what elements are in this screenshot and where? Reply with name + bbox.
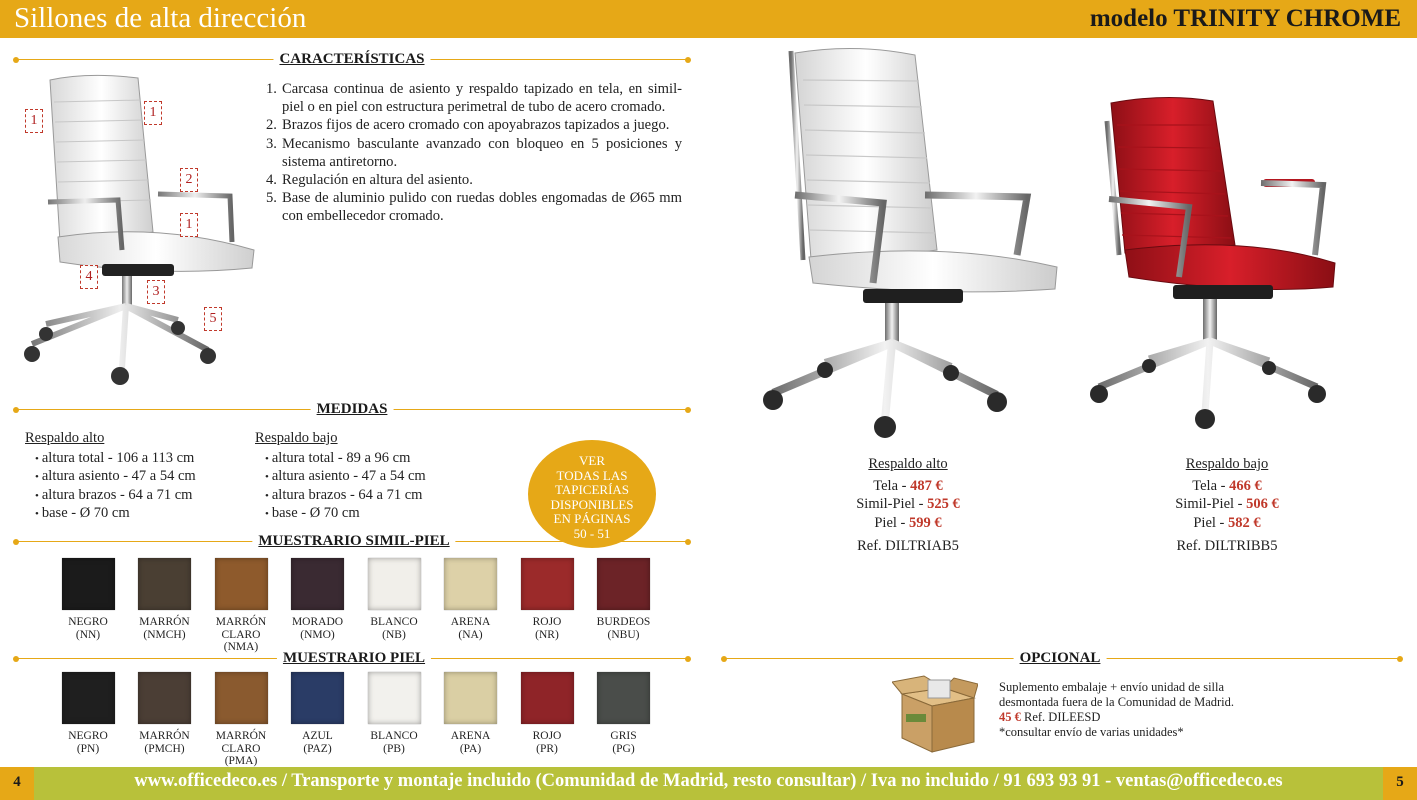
swatch-chip [368,672,421,724]
swatch[interactable] [127,672,203,755]
swatch-chip [215,558,268,610]
diagram-badge: 3 [147,280,165,304]
footer-bar [0,767,1417,800]
swatch-label: ROJO (NR) [532,616,562,641]
swatch[interactable] [356,672,432,755]
measure-item: • base - Ø 70 cm [255,505,426,524]
price-row: Piel - 582 € [1193,514,1261,531]
price-row: Tela - 466 € [1192,477,1262,494]
swatch-chip [138,558,191,610]
see-upholstery-badge[interactable]: VER TODAS LAS TAPICERÍAS DISPONIBLES EN PÁGINAS 50 - 51 [528,440,656,548]
leather-swatches-rule [16,648,688,668]
swatch[interactable] [50,672,126,755]
swatch[interactable] [50,558,126,641]
swatch-label: MORADO (NMO) [291,616,344,641]
swatch[interactable] [433,558,509,641]
product-ref: Ref. DILTRIAB5 [857,538,959,554]
simil-swatch-row [50,558,670,658]
swatch[interactable] [280,672,356,755]
price-heading: Respaldo alto [868,456,948,472]
swatch[interactable] [203,558,279,654]
diagram-badge: 1 [144,101,162,125]
swatch[interactable] [586,672,662,755]
characteristic-item: 2. Brazos fijos de acero cromado con apoyabrazos tapizados a juego. [266,117,670,134]
swatch-label: ARENA (NA) [450,616,491,641]
swatch[interactable] [586,558,662,641]
header-bar [0,0,1417,38]
characteristics-list [266,80,682,226]
page-number-left: 4 [0,767,34,800]
swatch-chip [444,672,497,724]
measures-title: Respaldo alto [25,430,105,446]
swatch-label: MARRÓN CLARO (PMA) [215,730,267,767]
swatch-chip [368,558,421,610]
price-row: Piel - 599 € [874,514,942,531]
characteristic-item: 1. Carcasa continua de asiento y respaldo tapizado en tela, en simil-piel o en piel con estructura perimetral de tubo de acero cromado. [266,81,682,116]
product-ref: Ref. DILTRIBB5 [1176,538,1278,554]
swatch-chip [444,558,497,610]
diagram-badge: 4 [80,265,98,289]
shipping-box-image [892,672,978,754]
measure-item: • altura asiento - 47 a 54 cm [255,468,426,487]
price-heading: Respaldo bajo [1185,456,1269,472]
price-block-high-back [818,455,998,556]
swatch[interactable] [509,672,585,755]
measure-item: • altura brazos - 64 a 71 cm [25,487,196,506]
measure-item: • altura total - 89 a 96 cm [255,450,426,469]
footer-contact-text[interactable]: www.officedeco.es / Transporte y montaje incluido (Comunidad de Madrid, resto consultar) / Iva no incluido / 91 693 93 91 - ventas@officedeco.es [134,771,1283,791]
swatch-chip [215,672,268,724]
swatch-chip [291,558,344,610]
swatch-label: ARENA (PA) [450,730,491,755]
swatch-label: MARRÓN (PMCH) [139,730,190,755]
swatch[interactable] [203,672,279,768]
swatch-label: GRIS (PG) [610,730,637,755]
swatch-chip [138,672,191,724]
swatch[interactable] [356,558,432,641]
chair-low-back-image [1085,95,1345,435]
diagram-badge: 2 [180,168,198,192]
swatch-label: BLANCO (NB) [370,616,418,641]
swatch-chip [291,672,344,724]
optional-text: Suplemento embalaje + envío unidad de silla desmontada fuera de la Comunidad de Madrid. 45 € Ref. DILEESD *consultar envío de varias unidades* [999,680,1234,739]
characteristic-item: 4. Regulación en altura del asiento. [266,172,473,189]
measure-item: • altura asiento - 47 a 54 cm [25,468,196,487]
swatch-label: ROJO (PR) [532,730,562,755]
simil-swatches-heading: MUESTRARIO SIMIL-PIEL [252,531,455,551]
swatch-label: BLANCO (PB) [370,730,418,755]
measures-title: Respaldo bajo [255,430,338,446]
leather-swatches-heading: MUESTRARIO PIEL [277,648,431,668]
page-number-right: 5 [1383,767,1417,800]
measures-high-back [25,430,196,524]
model-name: modelo TRINITY CHROME [1089,5,1401,32]
characteristics-heading: CARACTERÍSTICAS [273,49,430,69]
swatch[interactable] [509,558,585,641]
swatch-chip [597,558,650,610]
swatch[interactable] [280,558,356,641]
price-row: Simil-Piel - 525 € [856,496,960,512]
characteristic-item: 5. Base de aluminio pulido con ruedas dobles engomadas de Ø65 mm con embellecedor cromado. [266,190,682,225]
measure-item: • base - Ø 70 cm [25,505,196,524]
swatch-label: AZUL (PAZ) [302,730,333,755]
swatch-label: MARRÓN CLARO (NMA) [215,616,267,653]
diagram-badge: 1 [25,109,43,133]
price-block-low-back [1137,455,1317,556]
diagram-badge: 5 [204,307,222,331]
swatch-chip [597,672,650,724]
swatch-label: BURDEOS (NBU) [596,616,651,641]
diagram-badge: 1 [180,213,198,237]
price-row: Simil-Piel - 506 € [1175,496,1279,512]
page-title: Sillones de alta dirección [14,2,307,34]
characteristics-rule [16,49,688,69]
swatch-chip [521,672,574,724]
swatch-label: NEGRO (NN) [68,616,108,641]
leather-swatch-row [50,672,670,768]
chair-high-back-image [755,45,1065,440]
swatch-chip [521,558,574,610]
measure-item: • altura brazos - 64 a 71 cm [255,487,426,506]
measures-heading: MEDIDAS [311,399,394,419]
swatch[interactable] [127,558,203,641]
measures-rule [16,399,688,419]
swatch-label: MARRÓN (NMCH) [139,616,190,641]
swatch-label: NEGRO (PN) [68,730,108,755]
optional-heading: OPCIONAL [1014,648,1107,668]
optional-rule [724,648,1400,668]
characteristic-item: 3. Mecanismo basculante avanzado con bloqueo en 5 posiciones y sistema antiretorno. [266,135,682,170]
swatch-chip [62,558,115,610]
measure-item: • altura total - 106 a 113 cm [25,450,196,469]
measures-low-back [255,430,426,524]
chair-diagram-image [18,72,258,392]
price-row: Tela - 487 € [873,477,943,494]
swatch[interactable] [433,672,509,755]
swatch-chip [62,672,115,724]
